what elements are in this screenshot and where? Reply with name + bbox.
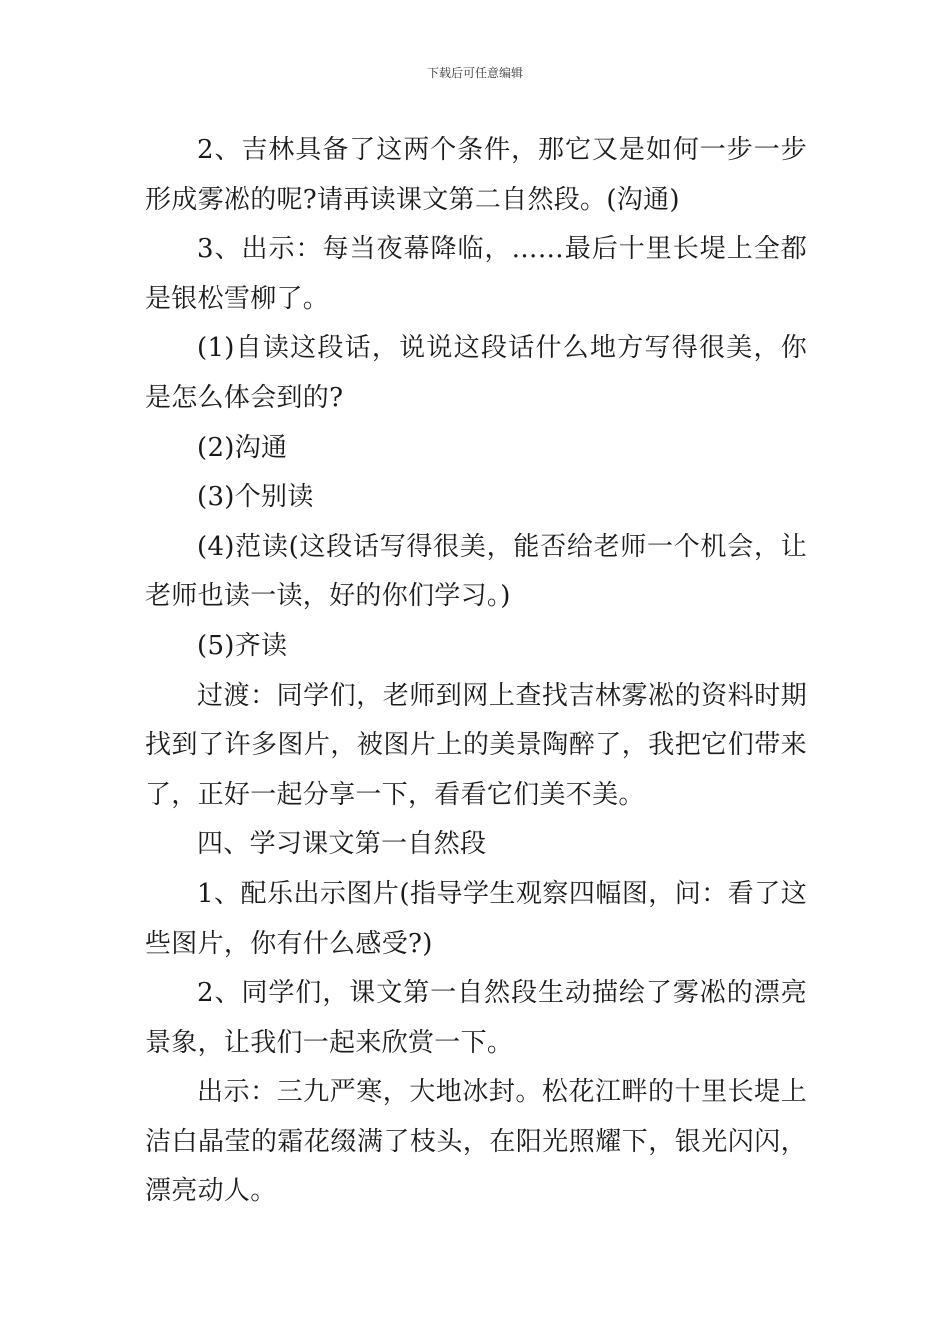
- paragraph-11: 2、同学们，课文第一自然段生动描绘了雾凇的漂亮景象，让我们一起来欣赏一下。: [145, 978, 807, 1058]
- document-body: [145, 126, 807, 1217]
- paragraph-4: (2)沟通: [197, 432, 288, 463]
- paragraph-7: (5)齐读: [197, 630, 288, 661]
- paragraph-9: 四、学习课文第一自然段: [197, 829, 487, 860]
- paragraph-8: 过渡：同学们，老师到网上查找吉林雾凇的资料时期找到了许多图片，被图片上的美景陶醉了，我把它们带来了，正好一起分享一下，看看它们美不美。: [145, 680, 807, 810]
- paragraph-6: (4)范读(这段话写得很美，能否给老师一个机会，让老师也读一读，好的你们学习。): [145, 531, 807, 612]
- paragraph-1: 2、吉林具备了这两个条件，那它又是如何一步一步形成雾凇的呢?请再读课文第二自然段。(沟通): [145, 135, 807, 215]
- paragraph-5: (3)个别读: [197, 482, 314, 513]
- paragraph-3: (1)自读这段话，说说这段话什么地方写得很美，你是怎么体会到的?: [145, 333, 807, 413]
- page-header: 下载后可任意编辑: [426, 66, 523, 80]
- paragraph-12: 出示：三九严寒，大地冰封。松花江畔的十里长堤上洁白晶莹的霜花缀满了枝头，在阳光照耀下，银光闪闪，漂亮动人。: [145, 1077, 807, 1207]
- paragraph-2: 3、出示：每当夜幕降临，……最后十里长堤上全都是银松雪柳了。: [145, 234, 807, 314]
- paragraph-10: 1、配乐出示图片(指导学生观察四幅图，问：看了这些图片，你有什么感受?): [145, 878, 807, 959]
